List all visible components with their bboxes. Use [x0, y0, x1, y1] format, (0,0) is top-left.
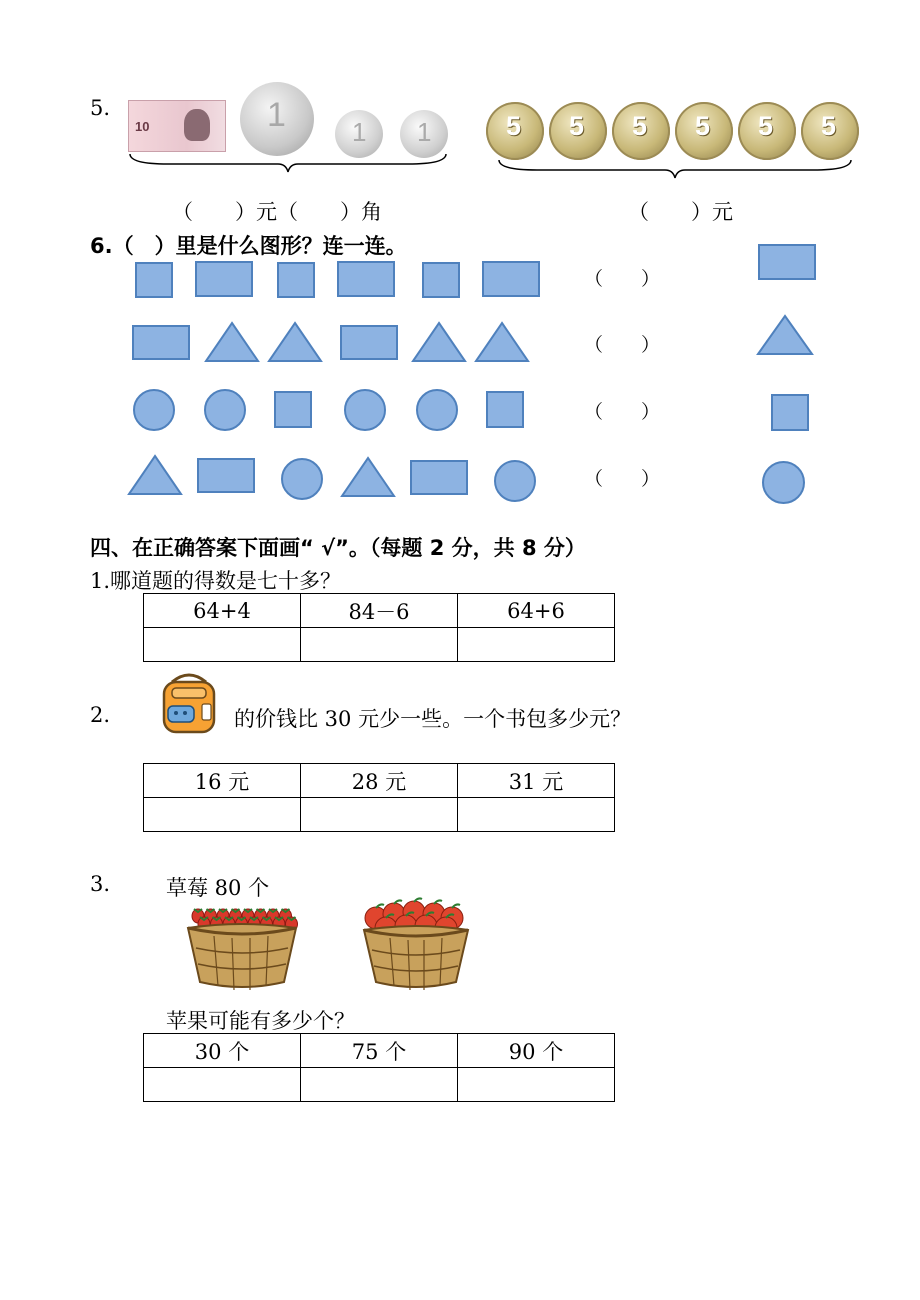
strawberry-basket-icon	[184, 900, 300, 992]
q2-option-2: 28 元	[301, 764, 458, 798]
triangle-shape	[411, 321, 467, 363]
one-yuan-coin-image	[240, 82, 314, 156]
rectangle-shape	[340, 325, 398, 360]
one-jiao-coin-image: 1	[400, 110, 448, 158]
coin-value-label: 5	[695, 111, 711, 141]
coin-numeral-1: 1	[267, 96, 286, 134]
triangle-shape	[340, 456, 396, 498]
q6-answer-blank-2[interactable]: （ ）	[584, 334, 661, 356]
q6-answer-blank-1[interactable]: （ ）	[584, 268, 661, 290]
banknote-10-yuan-image	[128, 100, 226, 152]
q2-option-1: 16 元	[144, 764, 301, 798]
rectangle-shape	[197, 458, 255, 493]
rectangle-shape	[482, 261, 540, 297]
circle-shape	[416, 389, 458, 431]
five-jiao-coins-group	[486, 102, 866, 162]
q1-check-cell-3[interactable]	[458, 628, 615, 662]
rectangle-shape	[132, 325, 190, 360]
apple-basket-icon	[360, 896, 472, 992]
q3-check-cell-2[interactable]	[301, 1068, 458, 1102]
banknote-value: 10	[135, 119, 150, 134]
q2-check-cell-2[interactable]	[301, 798, 458, 832]
q2-check-cell-1[interactable]	[144, 798, 301, 832]
circle-shape	[494, 460, 536, 502]
q3-question: 苹果可能有多少个？	[166, 1009, 355, 1033]
q3-check-cell-1[interactable]	[144, 1068, 301, 1102]
circle-shape	[281, 458, 323, 500]
q3-check-cell-3[interactable]	[458, 1068, 615, 1102]
q1-check-cell-1[interactable]	[144, 628, 301, 662]
triangle-shape	[127, 454, 183, 496]
section4-title: 四、在正确答案下面画“ √”。（每题 2 分，共 8 分）	[90, 536, 586, 560]
q6-answer-blank-3[interactable]: （ ）	[584, 401, 661, 423]
coin-value-label: 5	[758, 111, 774, 141]
q3-option-2: 75 个	[301, 1034, 458, 1068]
q6-title: 6.（ ）里是什么图形？连一连。	[90, 234, 407, 258]
q2-number: 2.	[90, 703, 111, 727]
coin-value-label: 5	[821, 111, 837, 141]
coin-value-label: 5	[632, 111, 648, 141]
q2-check-cell-3[interactable]	[458, 798, 615, 832]
square-shape	[422, 262, 460, 298]
q1-option-1: 64+4	[144, 594, 301, 628]
right-brace	[497, 158, 853, 180]
five-jiao-coin-image	[486, 102, 544, 160]
target-square-shape[interactable]	[771, 394, 809, 431]
triangle-shape	[267, 321, 323, 363]
triangle-shape	[204, 321, 260, 363]
rectangle-shape	[337, 261, 395, 297]
q5-number: 5.	[90, 96, 111, 120]
one-jiao-coin-image: 1	[335, 110, 383, 158]
triangle-shape	[474, 321, 530, 363]
portrait-icon	[184, 109, 210, 141]
left-brace	[128, 152, 448, 174]
five-jiao-coin-image	[738, 102, 796, 160]
q1-option-2: 84－6	[301, 594, 458, 628]
five-jiao-coin-image	[612, 102, 670, 160]
q1-text: 1.哪道题的得数是七十多？	[90, 569, 342, 593]
schoolbag-icon	[158, 670, 220, 736]
q1-check-cell-2[interactable]	[301, 628, 458, 662]
q3-answer-table	[143, 1033, 615, 1102]
five-jiao-coin-image	[801, 102, 859, 160]
square-shape	[135, 262, 173, 298]
square-shape	[277, 262, 315, 298]
square-shape	[486, 391, 524, 428]
circle-shape	[133, 389, 175, 431]
q2-text: 的价钱比 30 元少一些。一个书包多少元？	[234, 707, 632, 731]
q2-answer-table	[143, 763, 615, 832]
rectangle-shape	[195, 261, 253, 297]
q3-option-3: 90 个	[458, 1034, 615, 1068]
q5-right-answer-blank[interactable]: （ ）元	[628, 200, 733, 224]
coin-value-label: 5	[569, 111, 585, 141]
target-triangle-shape[interactable]	[756, 314, 814, 356]
square-shape	[274, 391, 312, 428]
five-jiao-coin-image	[675, 102, 733, 160]
q1-option-3: 64+6	[458, 594, 615, 628]
q1-answer-table	[143, 593, 615, 662]
q3-strawberry-label: 草莓 80 个	[166, 876, 270, 900]
coin-value-label: 5	[506, 111, 522, 141]
q3-number: 3.	[90, 872, 111, 896]
q3-option-1: 30 个	[144, 1034, 301, 1068]
five-jiao-coin-image	[549, 102, 607, 160]
q6-answer-blank-4[interactable]: （ ）	[584, 468, 661, 490]
q5-left-answer-blank[interactable]: （ ）元（ ）角	[172, 200, 382, 224]
target-rectangle-shape[interactable]	[758, 244, 816, 280]
circle-shape	[344, 389, 386, 431]
rectangle-shape	[410, 460, 468, 495]
q2-option-3: 31 元	[458, 764, 615, 798]
target-circle-shape[interactable]	[762, 461, 805, 504]
circle-shape	[204, 389, 246, 431]
